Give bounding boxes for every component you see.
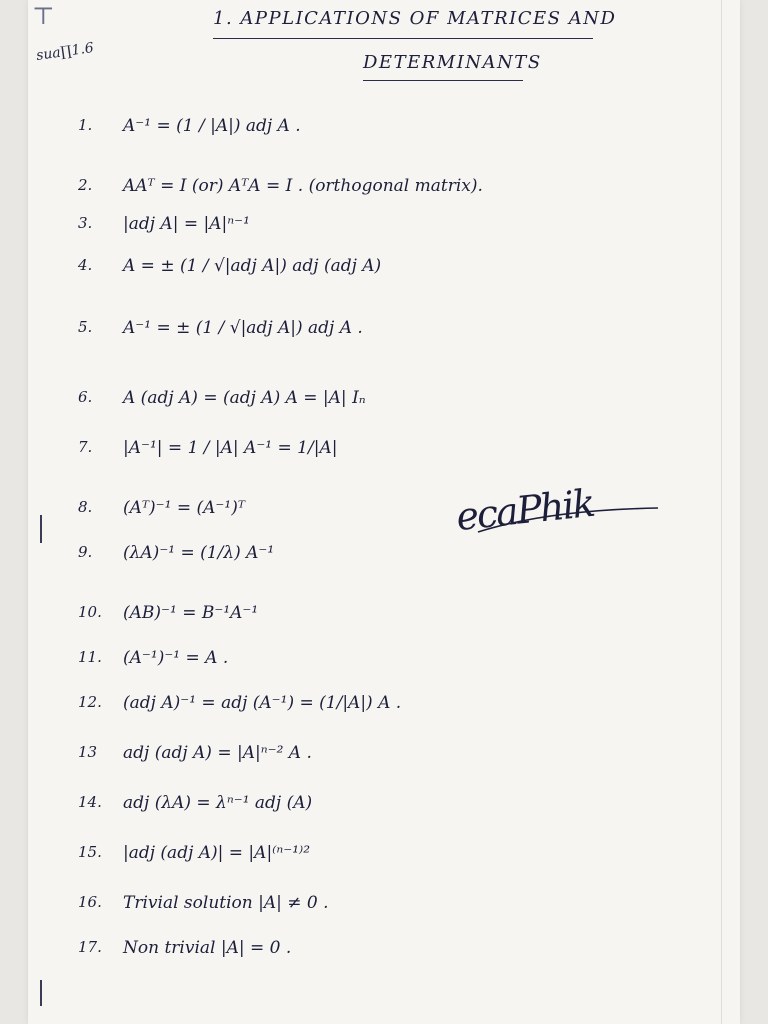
formula-number: 5. <box>78 318 93 336</box>
formula-row <box>28 430 728 470</box>
notebook-page <box>28 0 740 1024</box>
formula-row <box>28 380 728 420</box>
formula-number: 1. <box>78 116 93 134</box>
formula-row <box>28 248 728 288</box>
formula-row <box>28 885 728 925</box>
formula-number: 2. <box>78 176 93 194</box>
formula-number: 17. <box>78 938 102 956</box>
formula-row <box>28 640 728 680</box>
formula-number: 7. <box>78 438 93 456</box>
formula-row <box>28 685 728 725</box>
formula-expression: (A⁻¹)⁻¹ = A . <box>123 648 229 668</box>
formula-expression: AAᵀ = I (or) AᵀA = I . (orthogonal matrix). <box>123 176 483 196</box>
corner-note: sua∏1.6 <box>35 40 95 64</box>
formula-number: 14. <box>78 793 102 811</box>
formula-expression: (λA)⁻¹ = (1/λ) A⁻¹ <box>123 543 275 563</box>
formula-expression: adj (adj A) = |A|ⁿ⁻² A . <box>123 743 312 763</box>
formula-number: 8. <box>78 498 93 516</box>
formula-number: 3. <box>78 214 93 232</box>
formula-expression: |A⁻¹| = 1 / |A| A⁻¹ = 1/|A| <box>123 438 338 458</box>
formula-row <box>28 595 728 635</box>
formula-number: 10. <box>78 603 102 621</box>
formula-row <box>28 835 728 875</box>
formula-row <box>28 310 728 350</box>
signature: ecaPhik <box>454 480 596 540</box>
corner-pencil-mark: ⊤ <box>32 2 55 30</box>
formula-expression: Trivial solution |A| ≠ 0 . <box>123 893 329 913</box>
title-line-2: DETERMINANTS <box>363 52 542 73</box>
formula-expression: A⁻¹ = ± (1 / √|adj A|) adj A . <box>123 318 363 338</box>
title-underline-1 <box>213 38 593 39</box>
formula-row <box>28 206 728 246</box>
formula-expression: adj (λA) = λⁿ⁻¹ adj (A) <box>123 793 313 813</box>
formula-number: 11. <box>78 648 102 666</box>
formula-row <box>28 930 728 970</box>
binding-mark-bottom <box>40 980 42 1006</box>
formula-number: 16. <box>78 893 102 911</box>
signature-flourish <box>458 490 668 550</box>
title-line-1: 1. APPLICATIONS OF MATRICES AND <box>213 8 617 29</box>
formula-number: 15. <box>78 843 102 861</box>
formula-row <box>28 735 728 775</box>
formula-expression: |adj A| = |A|ⁿ⁻¹ <box>123 214 250 234</box>
formula-expression: (AB)⁻¹ = B⁻¹A⁻¹ <box>123 603 259 623</box>
formula-expression: (Aᵀ)⁻¹ = (A⁻¹)ᵀ <box>123 498 245 518</box>
formula-number: 6. <box>78 388 93 406</box>
title-underline-2 <box>363 80 523 81</box>
formula-row <box>28 168 728 208</box>
formula-expression: A = ± (1 / √|adj A|) adj (adj A) <box>123 256 382 276</box>
formula-expression: A⁻¹ = (1 / |A|) adj A . <box>123 116 301 136</box>
formula-row <box>28 108 728 148</box>
formula-row <box>28 785 728 825</box>
binding-mark-top <box>40 515 42 543</box>
formula-number: 12. <box>78 693 102 711</box>
formula-number: 4. <box>78 256 93 274</box>
formula-expression: A (adj A) = (adj A) A = |A| Iₙ <box>123 388 366 408</box>
formula-expression: (adj A)⁻¹ = adj (A⁻¹) = (1/|A|) A . <box>123 693 402 713</box>
formula-expression: |adj (adj A)| = |A|⁽ⁿ⁻¹⁾² <box>123 843 311 863</box>
formula-number: 9. <box>78 543 93 561</box>
formula-expression: Non trivial |A| = 0 . <box>123 938 292 958</box>
formula-number: 13 <box>78 743 98 761</box>
